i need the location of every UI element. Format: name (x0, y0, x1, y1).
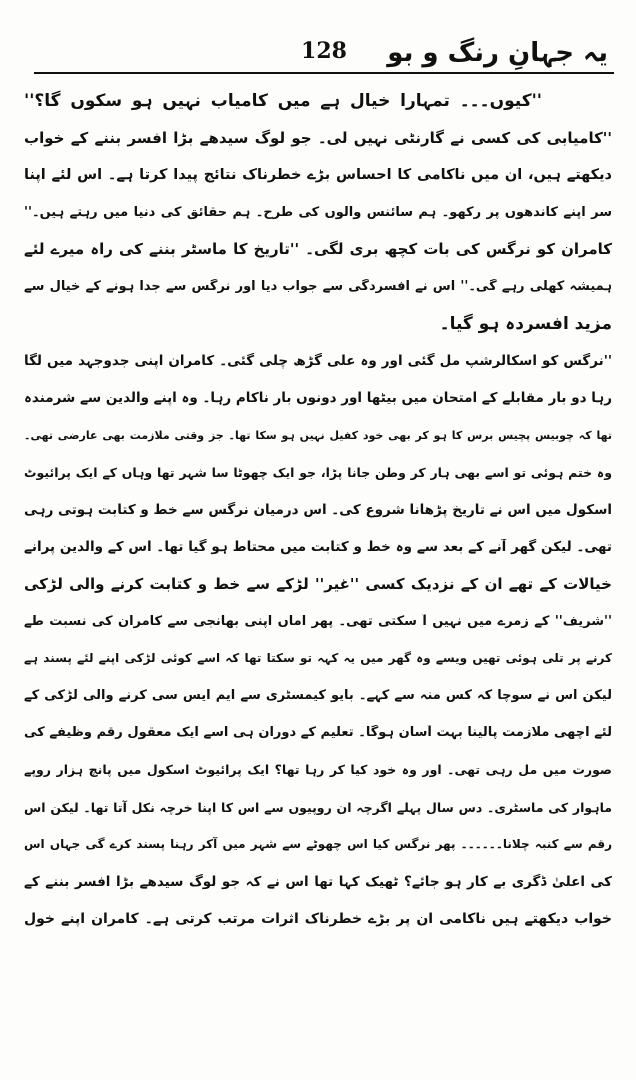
line-text: وہ ختم ہوئی تو اسے بھی ہار کر وطن جانا پڑا، جو ایک چھوٹا سا شہر تھا وہاں کے ایک پرائیوٹ (24, 464, 612, 480)
text-line (24, 826, 612, 863)
text-line (24, 863, 612, 900)
line-text: ہمیشہ کھلی رہے گی۔'' اس نے افسردگی سے جواب دیا اور نرگس سے جدا ہونے کے خیال سے (24, 279, 612, 295)
text-line (24, 454, 612, 491)
text-line (24, 119, 612, 156)
text-line (24, 305, 612, 342)
line-text: کامران کو نرگس کی بات کچھ بری لگی۔ ''تاریخ کا ماسٹر بننے کی راہ میرے لئے (24, 240, 612, 259)
text-line (24, 640, 612, 677)
line-text: اسکول میں اس نے تاریخ پڑھانا شروع کی۔ اس درمیان نرگس سے خط و کتابت ہوتی رہی (24, 501, 612, 518)
text-line (24, 751, 612, 788)
text-line (24, 231, 612, 268)
line-text: ''نرگس کو اسکالرشپ مل گئی اور وہ علی گڑھ چلی گئی۔ کامران اپنی جدوجہد میں لگا (24, 352, 612, 369)
line-text: صورت میں مل رہی تھی۔ اور وہ خود کیا کر رہا تھا؟ ایک پرائیوٹ اسکول میں پانچ ہزار روپے (24, 762, 612, 778)
line-text: ''کیوں۔۔۔ تمہارا خیال ہے میں کامیاب نہیں ہو سکوں گا؟'' (24, 91, 542, 112)
line-text: ''شریف'' کے زمرے میں نہیں آ سکتی تھی۔ پھر اماں اپنی بھانجی سے کامران کی نسبت طے (24, 613, 612, 629)
line-text: مزید افسردہ ہو گیا۔ (439, 314, 612, 335)
line-text: رہا دو بار مقابلے کے امتحان میں بیٹھا اور دونوں بار ناکام رہا۔ وہ اپنے والدین سے شرمندہ (24, 390, 612, 407)
text-line (24, 603, 612, 640)
text-line (24, 82, 612, 119)
text-line (24, 714, 612, 751)
text-line (24, 342, 612, 379)
body-text (24, 82, 612, 937)
text-line (24, 677, 612, 714)
line-text: دیکھتے ہیں، ان میں ناکامی کا احساس بڑے خطرناک نتائج پیدا کرتا ہے۔ اس لئے اپنا (24, 166, 612, 183)
line-text: سر اپنے کاندھوں پر رکھو۔ ہم سائنس والوں کی طرح۔ ہم حقائق کی دنیا میں رہتے ہیں۔'' (24, 204, 612, 220)
page-header (34, 30, 614, 74)
line-text: خواب دیکھتے ہیں ناکامی ان پر بڑے خطرناک اثرات مرتب کرتی ہے۔ کامران اپنے خول (24, 910, 612, 927)
text-line (24, 156, 612, 193)
book-title: یہ جہانِ رنگ و بو (387, 38, 608, 68)
text-line (24, 900, 612, 937)
text-line (24, 194, 612, 231)
text-line (24, 380, 612, 417)
line-text: تھا کہ چوبیس پچیس برس کا ہو کر بھی خود کفیل نہیں ہو سکا تھا۔ جز وقتی ملازمت بھی عارضی تھی۔ (24, 428, 612, 442)
text-line (24, 789, 612, 826)
line-text: کرنے پر تلی ہوئی تھیں ویسے وہ گھر میں یہ کہہ تو سکتا تھا کہ اسے کوئی لڑکی اپنے لئے پسند ہے (24, 651, 612, 666)
text-line (24, 268, 612, 305)
text-line (24, 528, 612, 565)
line-text: لیکن اس نے سوچا کہ کس منہ سے کہے۔ بایو کیمسٹری سے ایم ایس سی کرنے والی لڑکی کے (24, 688, 612, 704)
page-number: 128 (301, 38, 347, 64)
text-line (24, 565, 612, 602)
line-text: کی اعلیٰ ڈگری بے کار ہو جائے؟ ٹھیک کہا تھا اس نے کہ جو لوگ سیدھے بڑا افسر بننے کے (24, 873, 612, 890)
text-line (24, 417, 612, 454)
text-line (24, 491, 612, 528)
line-text: خیالات کے تھے ان کے نزدیک کسی ''غیر'' لڑکے سے خط و کتابت کرنے والی لڑکی (24, 575, 612, 594)
line-text: تھی۔ لیکن گھر آنے کے بعد سے وہ خط و کتابت میں محتاط ہو گیا تھا۔ اس کے والدین پرانے (24, 538, 612, 555)
line-text: ''کامیابی کی کسی نے گارنٹی نہیں لی۔ جو لوگ سیدھے بڑا افسر بننے کے خواب (24, 128, 612, 147)
line-text: ماہوار کی ماسٹری۔ دس سال پہلے اگرچہ ان روپیوں سے اس کا اپنا خرچہ نکل آتا تھا۔ لیکن اس (24, 799, 612, 815)
line-text: لئے اچھی ملازمت پالینا بہت آسان ہوگا۔ تعلیم کے دوران ہی اسے ایک معقول رقم وظیفے کی (24, 725, 612, 741)
line-text: رقم سے کنبہ چلانا۔۔۔۔۔۔ پھر نرگس کیا اس چھوٹے سے شہر میں آکر رہنا پسند کرے گی جہاں اس (24, 837, 612, 852)
